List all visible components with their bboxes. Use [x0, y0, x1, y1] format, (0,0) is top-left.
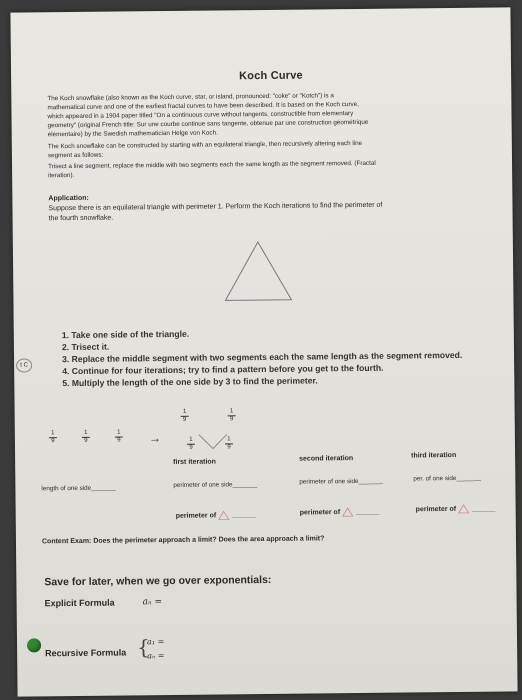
perimeter-label: perimeter of — [299, 509, 341, 517]
step-item: 4. Continue for four iterations; try to find a pattern before you get to the fourth. — [62, 362, 384, 377]
perimeter-third-field — [416, 504, 496, 515]
worksheet-page — [10, 7, 517, 696]
fraction-denominator: 9 — [187, 444, 195, 452]
application-text: Suppose there is an equilateral triangle with perimeter 1. Perform the Koch iterations to find the perimeter of — [48, 201, 383, 213]
content-exam-question: Content Exam: Does the perimeter approach a limit? Does the area approach a limit? — [41, 535, 325, 546]
fraction-numerator: 1 — [229, 408, 234, 415]
margin-mark: t C — [16, 358, 32, 372]
brace-icon: { — [136, 635, 150, 660]
triangle-icon — [218, 510, 230, 520]
recursive-formula-label: Recursive Formula — [45, 647, 127, 659]
fraction — [82, 430, 90, 445]
intro-line: The Koch snowflake (also known as the Koch curve, star, or island, pronounced: "coke" or "Kotch") is a — [47, 92, 334, 103]
arrow-icon: → — [148, 431, 161, 446]
perimeter-side-third-field: per. of one side_______ — [413, 474, 481, 483]
fraction-denominator: 9 — [225, 443, 233, 451]
perimeter-side-second-field: perimeter of one side_______ — [299, 477, 384, 486]
perimeter-first-field — [176, 510, 256, 521]
fraction-denominator: 9 — [115, 436, 123, 444]
intro-line: The Koch snowflake can be constructed by starting with an equilateral triangle, then recursively altering each line — [47, 139, 363, 151]
fraction-numerator: 1 — [182, 408, 187, 415]
perimeter-label: perimeter of — [415, 505, 457, 514]
fraction-numerator: 1 — [84, 429, 88, 436]
application-text: the fourth snowflake. — [48, 214, 114, 223]
fraction-denominator: 9 — [82, 437, 90, 445]
perimeter-label: perimeter of — [175, 512, 217, 520]
fraction-denominator: 9 — [181, 416, 189, 424]
explicit-formula-expression: aₙ = — [142, 597, 163, 608]
intro-paragraph — [10, 7, 510, 180]
fraction-numerator: 1 — [189, 436, 193, 443]
save-for-later-heading: Save for later, when we go over exponentials: — [44, 573, 272, 589]
intro-line: Trisect a line segment, replace the middle with two segments each the same length as the segment removed. (Fractal — [48, 159, 376, 171]
step-item: 1. Take one side of the triangle. — [61, 328, 190, 341]
intro-line: élémentaire) by the Swedish mathematician Helge von Koch. — [47, 129, 218, 139]
answer-blank: ______ — [356, 508, 380, 516]
fraction-numerator: 1 — [117, 429, 121, 436]
step-item: 2. Trisect it. — [61, 341, 110, 353]
intro-line: which appeared in a 1904 paper titled "On a continuous curve without tangents, constructible from elementary — [47, 110, 354, 121]
step-item: 3. Replace the middle segment with two segments each the same length as the segment removed. — [62, 349, 463, 365]
hole-punch-bullet-icon — [27, 638, 41, 652]
intro-line: iteration). — [48, 171, 75, 180]
answer-blank: ______ — [232, 511, 256, 520]
fraction-denominator: 9 — [49, 437, 57, 445]
explicit-formula-label: Explicit Formula — [44, 597, 115, 609]
recursive-general-term: aₙ = — [147, 651, 165, 661]
recursive-initial-term: a₁ = — [146, 637, 165, 647]
intro-line: geometry" (original French title: Sur une courbe continue sans tangente, obtenue par une construction géométrique — [47, 118, 369, 130]
intro-line: segment as follows: — [47, 151, 104, 160]
iteration-third-label: third iteration — [411, 451, 457, 460]
fraction — [49, 430, 57, 445]
fraction — [228, 408, 236, 423]
perimeter-second-field — [300, 507, 380, 518]
triangle-icon — [458, 504, 470, 514]
fraction — [115, 429, 123, 444]
answer-blank: ______ — [471, 505, 496, 513]
page-title: Koch Curve — [239, 69, 303, 83]
length-one-side-field: length of one side_______ — [41, 484, 116, 493]
triangle-icon — [342, 507, 354, 517]
iteration-second-label: second iteration — [299, 455, 354, 463]
fraction-denominator: 9 — [228, 415, 236, 423]
triangle-figure — [223, 240, 294, 303]
perimeter-side-first-field: perimeter of one side_______ — [173, 481, 258, 489]
fraction-numerator: 1 — [51, 430, 55, 437]
step-item: 5. Multiply the length of the one side by 3 to find the perimeter. — [62, 375, 318, 389]
fraction — [187, 437, 195, 452]
iteration-first-label: first iteration — [173, 458, 216, 466]
intro-line: mathematical curve and one of the earliest fractal curves to have been described. It is based on the Koch curve, — [47, 100, 359, 112]
koch-bump-figure — [195, 430, 231, 450]
fraction-numerator: 1 — [227, 436, 231, 443]
fraction — [181, 409, 189, 424]
application-label: Application: — [48, 194, 89, 203]
